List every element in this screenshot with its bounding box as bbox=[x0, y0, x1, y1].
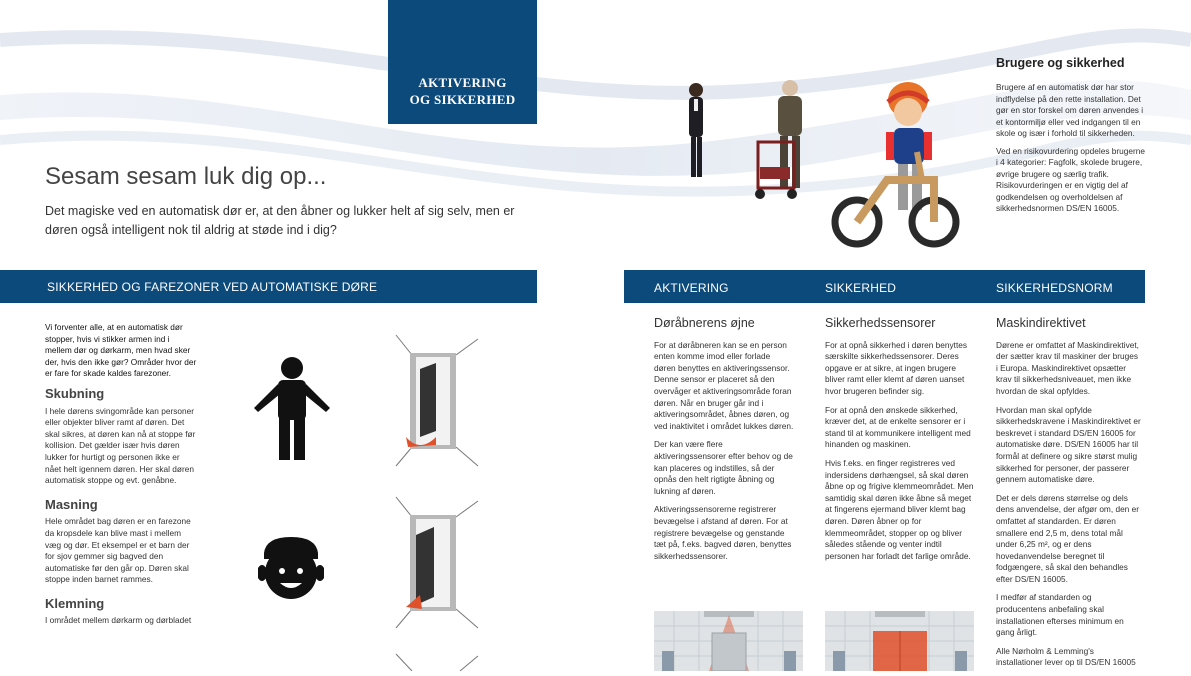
door-pinching-diagram bbox=[392, 652, 482, 671]
sidebar-paragraph: Brugere af en automatisk dør har stor indflydelse på den rette installation. Det gør en stor forskel om døren anvendes i et kontormiljø eller ved indgangen til en skole og især i forhold til sikkerheden. bbox=[996, 82, 1144, 138]
section-title-line-1: AKTIVERING bbox=[418, 75, 507, 90]
subsection-text: I området mellem dørkarm og dørbladet bbox=[45, 615, 192, 626]
child-face-icon bbox=[258, 535, 324, 605]
column-paragraph: Hvis f.eks. en finger registreres ved indersidens dørhængsel, så skal døren åbne op og frigive klemmeområdet. Men samtidig skal døren ikke åbne så meget at fingerens ejermand bliver klemt bag døren. Døren åbner op for klemmeområdet, stopper op og bliver således stående og venter indtil personen har forladt det farlige område. bbox=[825, 457, 974, 561]
section-title-line-2: OG SIKKERHED bbox=[409, 92, 516, 107]
right-section-band bbox=[624, 270, 1145, 303]
boy-on-balance-bike-figure bbox=[835, 82, 956, 244]
sidebar-title: Brugere og sikkerhed bbox=[996, 56, 1125, 70]
users-photo bbox=[672, 72, 972, 262]
sikkerhed-column bbox=[825, 318, 975, 569]
door-crushing-diagram bbox=[392, 495, 482, 630]
door-pushing-diagram bbox=[392, 333, 482, 468]
subsection-heading: Masning bbox=[45, 496, 98, 512]
column-paragraph: Alle Nørholm & Lemming's installationer lever op til DS/EN 16005 bbox=[996, 645, 1136, 668]
section-title-box bbox=[388, 0, 537, 124]
column-heading: Døråbnerens øjne bbox=[654, 316, 755, 330]
column-paragraph: I medfør af standarden og producentens anbefaling skal installationen efterses minimum en gang årligt. bbox=[996, 592, 1124, 638]
safety-sensor-photo bbox=[825, 611, 974, 671]
band-label-aktivering: AKTIVERING bbox=[654, 281, 729, 295]
subsection-text: Hele området bag døren er en farezone da kropsdele kan blive mast i mellem væg og dør. Et eksempel er et barn der for sjov gemmer sig bagved den automatiske før den går op. Døren skal stoppe inden barnet rammes. bbox=[45, 516, 191, 585]
band-label-sikkerhed: SIKKERHED bbox=[825, 281, 897, 295]
sidebar-paragraph: Ved en risikovurdering opdeles brugerne i 4 kategorier: Fagfolk, skolede brugere, øvrige brugere og særlig trafik. Risikovurderingen er en vigtig del af godkendelsen og overholdelsen af sikkerhedsnormen DS/EN 16005. bbox=[996, 145, 1145, 213]
hazard-zones-column bbox=[45, 322, 197, 634]
lead-paragraph: Det magiske ved en automatisk dør er, at den åbner og lukker helt af sig selv, men er døren også intelligent nok til aldrig at støde ind i dig? bbox=[45, 204, 515, 237]
businesswoman-figure bbox=[689, 83, 703, 177]
subsection-heading: Klemning bbox=[45, 595, 105, 611]
left-section-band-title: SIKKERHED OG FAREZONER VED AUTOMATISKE DØRE bbox=[47, 280, 378, 294]
column-paragraph: For at døråbneren kan se en person enten komme imod eller forlade døren benyttes en aktiveringssensor. Denne sensor er placeret så den overvåger et aktiveringsområde foran døren. Når en bruger går ind i aktiveringsområdet, åbnes døren, og ved inaktivitet i området lukkes døren. bbox=[654, 339, 794, 431]
adult-person-icon bbox=[250, 356, 334, 462]
column-paragraph: Der kan være flere aktiveringssensorer efter behov og de kan placeres og indstilles, så der opnås den helt rigtigte åbning og lukning af døren. bbox=[654, 439, 793, 496]
subsection-text: I hele dørens svingområde kan personer eller objekter bliver ramt af døren. Det skal sikres, at døren kan nå at stoppe før kollision. Det gælder især hvis døren lukker for hurtigt og personen ikke er nået helt igennem døren. Her skal døren automatisk stoppe og evt. genåbne. bbox=[45, 405, 196, 486]
band-label-sikkerhedsnorm: SIKKERHEDSNORM bbox=[996, 281, 1113, 295]
sikkerhedsnorm-column bbox=[996, 318, 1141, 676]
page-headline: Sesam sesam luk dig op... bbox=[45, 163, 327, 190]
aktivering-column bbox=[654, 318, 794, 569]
left-section-band bbox=[0, 270, 537, 303]
column-paragraph: Aktiveringssensorerne registrerer bevægelse i afstand af døren. For at registrere bevægelse og genstande tæt på, f.eks. bagved døren, benyttes sikkerhedssensorer. bbox=[654, 504, 792, 561]
activation-sensor-photo bbox=[654, 611, 803, 671]
column-paragraph: For at opnå sikkerhed i døren benyttes særskilte sikkerhedssensorer. Deres opgave er at sikre, at ingen brugere bliver ramt eller klemt af døren uanset hvor brugeren befinder sig. bbox=[825, 339, 968, 396]
elderly-man-with-walker-figure bbox=[755, 80, 802, 199]
column-heading: Maskindirektivet bbox=[996, 316, 1086, 330]
column-paragraph: Hvordan man skal opfylde sikkerhedskravene i Maskindirektivet er beskrevet i standard DS/EN 16005 for automatiske døre. DS/EN 16005 har til formål at definere og sikre størst mulig sikkerhed for personer, der passerer gennem automatiske døre. bbox=[996, 404, 1141, 485]
sidebar-text bbox=[996, 82, 1146, 221]
hazard-intro: Vi forventer alle, at en automatisk dør stopper, hvis vi stikker armen ind i mellem dør og dørkarm, men hvad sker der, hvis den ikke gør? Områder hvor der er fare for skade kaldes farezoner. bbox=[45, 322, 197, 379]
column-paragraph: Det er dels dørens størrelse og dels dens anvendelse, der afgør om, den er omfattet af standarden. Er døren smallere end 2,5 m, dens total mål under 6,25 m², og er dens hovedanvendelse beregnet til fodgængere, så skal den behandles efter DS/EN 16005. bbox=[996, 492, 1139, 584]
column-paragraph: Dørene er omfattet af Maskindirektivet, der sætter krav til maskiner der bruges i Europa. Maskindirektivet opsætter krav til sikkerhedsniveauet, men ikke hvordan de skal opfyldes. bbox=[996, 339, 1139, 396]
column-heading: Sikkerhedssensorer bbox=[825, 316, 936, 330]
subsection-heading: Skubning bbox=[45, 385, 105, 401]
column-paragraph: For at opnå den ønskede sikkerhed, kræver det, at de enkelte sensorer er i stand til at kommunikere intelligent med hinanden og maskinen. bbox=[825, 404, 971, 450]
